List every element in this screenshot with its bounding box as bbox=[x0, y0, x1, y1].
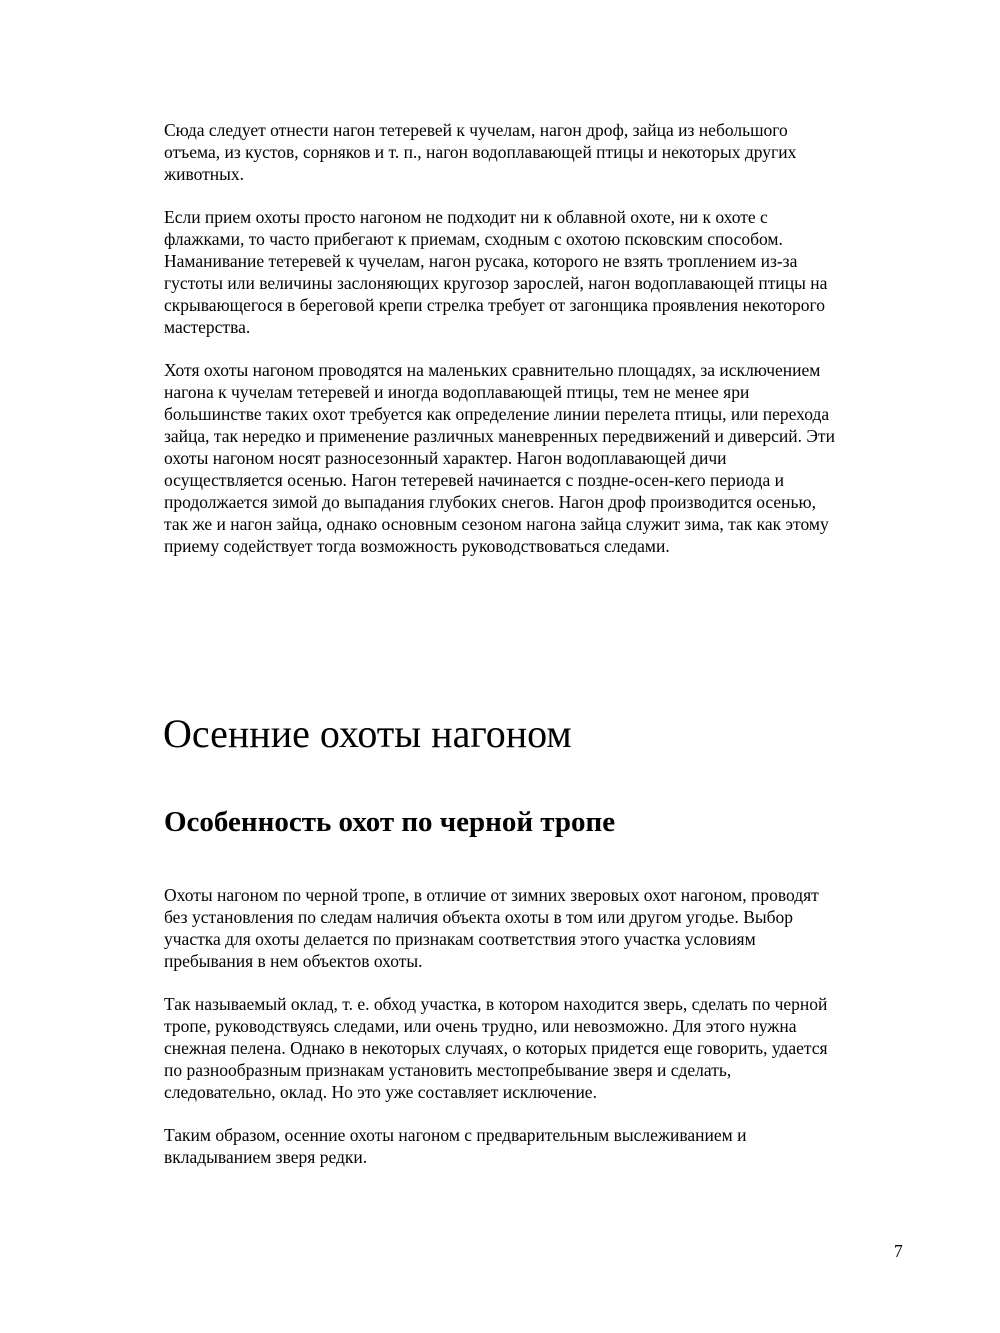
text-line: Охоты нагоном по черной тропе, в отличие от зимних зверовых охот нагоном, проводят bbox=[164, 885, 819, 905]
text-line: отъема, из кустов, сорняков и т. п., нагон водоплавающей птицы и некоторых других bbox=[164, 142, 797, 162]
text-line: приему содействует тогда возможность руководствоваться следами. bbox=[164, 536, 670, 556]
paragraph-3 bbox=[164, 359, 904, 557]
paragraph-4 bbox=[164, 884, 904, 972]
text-line: большинстве таких охот требуется как определение линии перелета птицы, или перехода bbox=[164, 404, 830, 424]
text-line: без установления по следам наличия объекта охоты в том или другом угодье. Выбор bbox=[164, 907, 794, 927]
paragraph-5 bbox=[164, 993, 904, 1103]
text-line: нагона к чучелам тетеревей и иногда водоплавающей птицы, тем не менее яри bbox=[164, 382, 750, 402]
text-line: зайца, так нередко и применение различных маневренных передвижений и диверсий. Эти bbox=[164, 426, 835, 446]
text-line: так же и нагон зайца, однако основным сезоном нагона зайца служит зима, так как этому bbox=[164, 514, 829, 534]
text-line: Сюда следует отнести нагон тетеревей к чучелам, нагон дроф, зайца из небольшого bbox=[164, 120, 788, 140]
text-line: густоты или величины заслоняющих кругозор зарослей, нагон водоплавающей птицы на bbox=[164, 273, 828, 293]
section-heading: Особенность охот по черной тропе bbox=[164, 806, 616, 838]
text-line: следовательно, оклад. Но это уже составляет исключение. bbox=[164, 1082, 597, 1102]
text-line: осуществляется осенью. Нагон тетеревей начинается с поздне-осен-кего периода и bbox=[164, 470, 784, 490]
text-line: животных. bbox=[164, 164, 245, 184]
page-number: 7 bbox=[894, 1241, 903, 1261]
text-line: Так называемый оклад, т. е. обход участка, в котором находится зверь, сделать по черной bbox=[164, 994, 828, 1014]
text-line: Если прием охоты просто нагоном не подходит ни к облавной охоте, ни к охоте с bbox=[164, 207, 768, 227]
paragraph-1 bbox=[164, 119, 904, 185]
text-line: тропе, руководствуясь следами, или очень трудно, или невозможно. Для этого нужна bbox=[164, 1016, 797, 1036]
text-line: Хотя охоты нагоном проводятся на маленьких сравнительно площадях, за исключением bbox=[164, 360, 821, 380]
text-line: вкладыванием зверя редки. bbox=[164, 1147, 368, 1167]
text-line: флажками, то часто прибегают к приемам, сходным с охотою псковским способом. bbox=[164, 229, 783, 249]
text-line: Наманивание тетеревей к чучелам, нагон русака, которого не взять троплением из-за bbox=[164, 251, 798, 271]
text-line: Таким образом, осенние охоты нагоном с предварительным выслеживанием и bbox=[164, 1125, 747, 1145]
text-line: пребывания в нем объектов охоты. bbox=[164, 951, 423, 971]
paragraph-2 bbox=[164, 206, 904, 338]
chapter-heading: Осенние охоты нагоном bbox=[163, 711, 572, 756]
text-line: скрывающегося в береговой крепи стрелка требует от загонщика проявления некоторого bbox=[164, 295, 826, 315]
text-line: снежная пелена. Однако в некоторых случаях, о которых придется еще говорить, удается bbox=[164, 1038, 828, 1058]
text-line: участка для охоты делается по признакам соответствия этого участка условиям bbox=[164, 929, 756, 949]
text-line: продолжается зимой до выпадания глубоких снегов. Нагон дроф производится осенью, bbox=[164, 492, 816, 512]
text-line: по разнообразным признакам установить местопребывание зверя и сделать, bbox=[164, 1060, 732, 1080]
text-line: охоты нагоном носят разносезонный характер. Нагон водоплавающей дичи bbox=[164, 448, 727, 468]
text-line: мастерства. bbox=[164, 317, 251, 337]
paragraph-6 bbox=[164, 1124, 904, 1168]
